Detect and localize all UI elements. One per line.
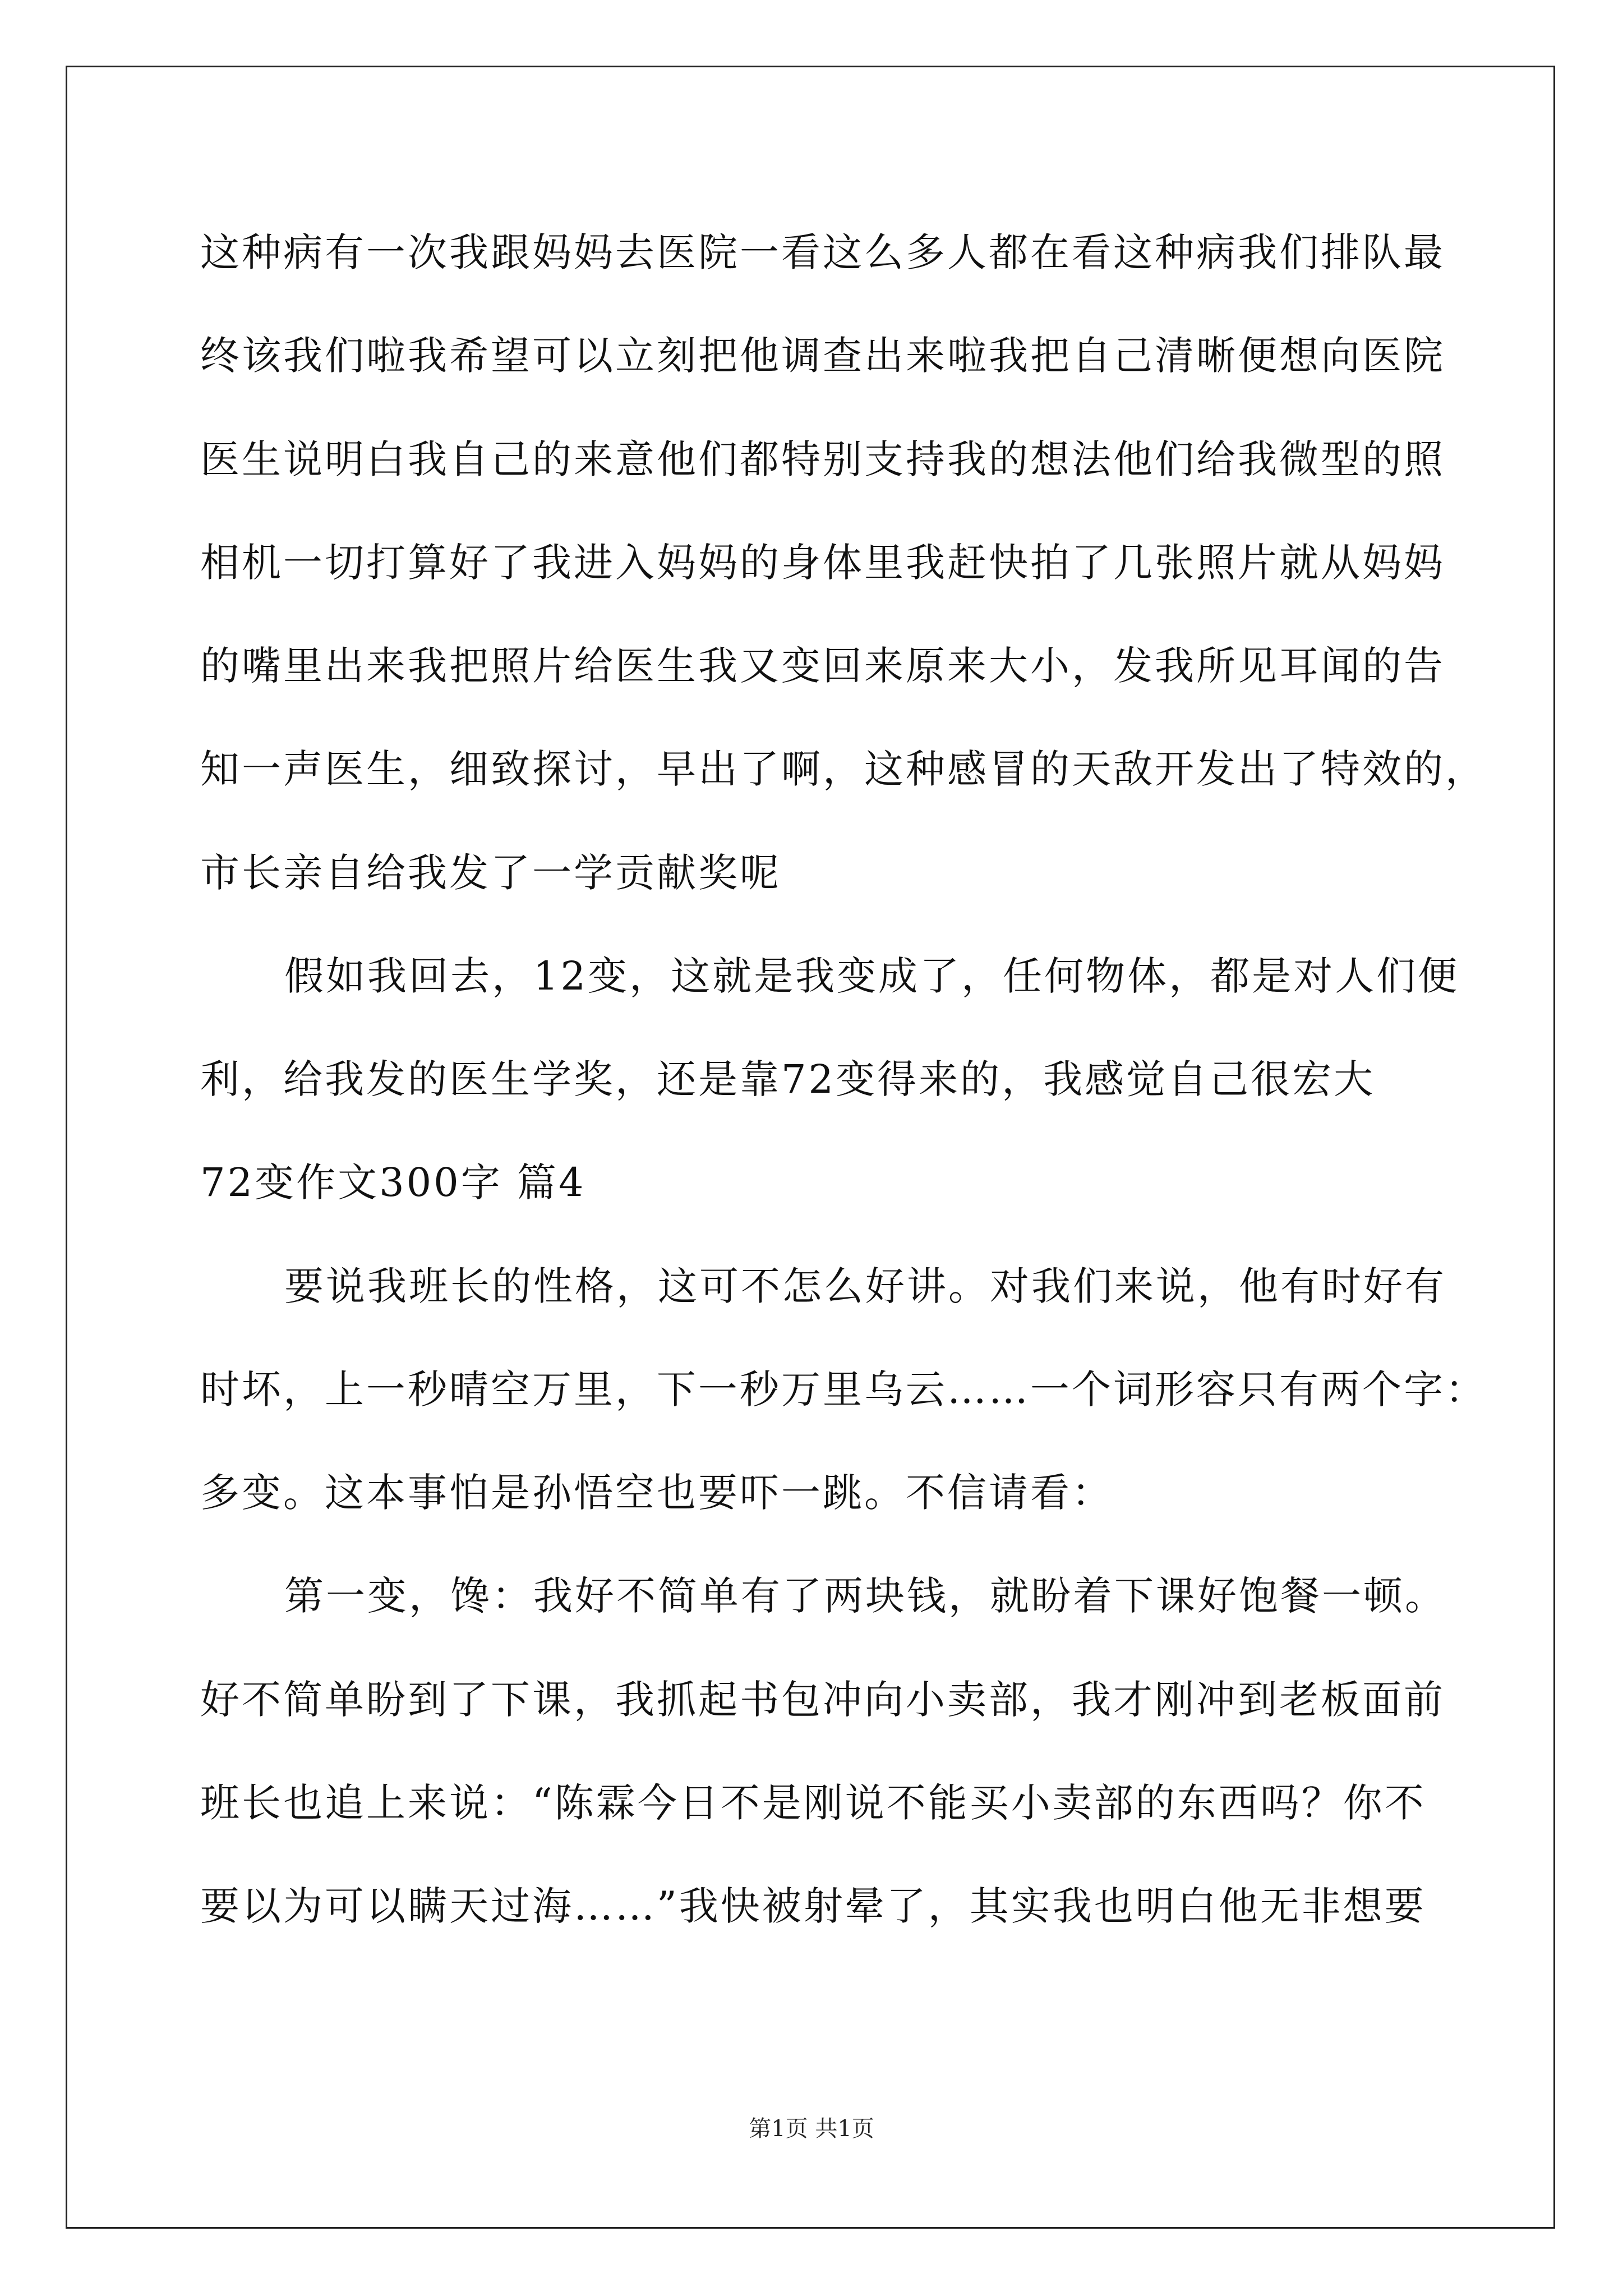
paragraph-start-line: 要说我班长的性格，这可不怎么好讲。对我们来说，他有时好有 — [284, 1263, 1446, 1309]
text-line: 好不简单盼到了下课，我抓起书包冲向小卖部，我才刚冲到老板面前 — [200, 1677, 1445, 1723]
section-heading: 72变作文300字 篇4 — [200, 1159, 586, 1205]
paragraph-start-line: 假如我回去，12变，这就是我变成了，任何物体，都是对人们便 — [284, 953, 1460, 999]
paragraph-start-line: 第一变，馋：我好不简单有了两块钱，就盼着下课好饱餐一顿。 — [284, 1573, 1446, 1619]
text-line: 终该我们啦我希望可以立刻把他调查出来啦我把自己清晰便想向医院 — [200, 333, 1445, 379]
text-line: 要以为可以瞒天过海……”我快被射晕了，其实我也明白他无非想要 — [200, 1883, 1426, 1929]
text-line: 市长亲自给我发了一学贡献奖呢 — [200, 850, 781, 896]
text-line: 多变。这本事怕是孙悟空也要吓一跳。不信请看： — [200, 1470, 1113, 1516]
text-line: 时坏，上一秒晴空万里，下一秒万里乌云……一个词形容只有两个字： — [200, 1366, 1487, 1412]
text-line: 相机一切打算好了我进入妈妈的身体里我赶快拍了几张照片就从妈妈 — [200, 540, 1445, 586]
text-line: 医生说明白我自己的来意他们都特别支持我的想法他们给我微型的照 — [200, 436, 1445, 482]
text-line: 的嘴里出来我把照片给医生我又变回来原来大小，发我所见耳闻的告 — [200, 643, 1445, 689]
page-footer: 第1页 共1页 — [749, 2116, 874, 2142]
text-line: 这种病有一次我跟妈妈去医院一看这么多人都在看这种病我们排队最 — [200, 229, 1445, 275]
text-line: 利，给我发的医生学奖，还是靠72变得来的，我感觉自己很宏大 — [200, 1056, 1376, 1102]
text-line: 班长也追上来说：“陈霖今日不是刚说不能买小卖部的东西吗？你不 — [200, 1780, 1426, 1826]
text-line: 知一声医生，细致探讨，早出了啊，这种感冒的天敌开发出了特效的， — [200, 746, 1487, 792]
